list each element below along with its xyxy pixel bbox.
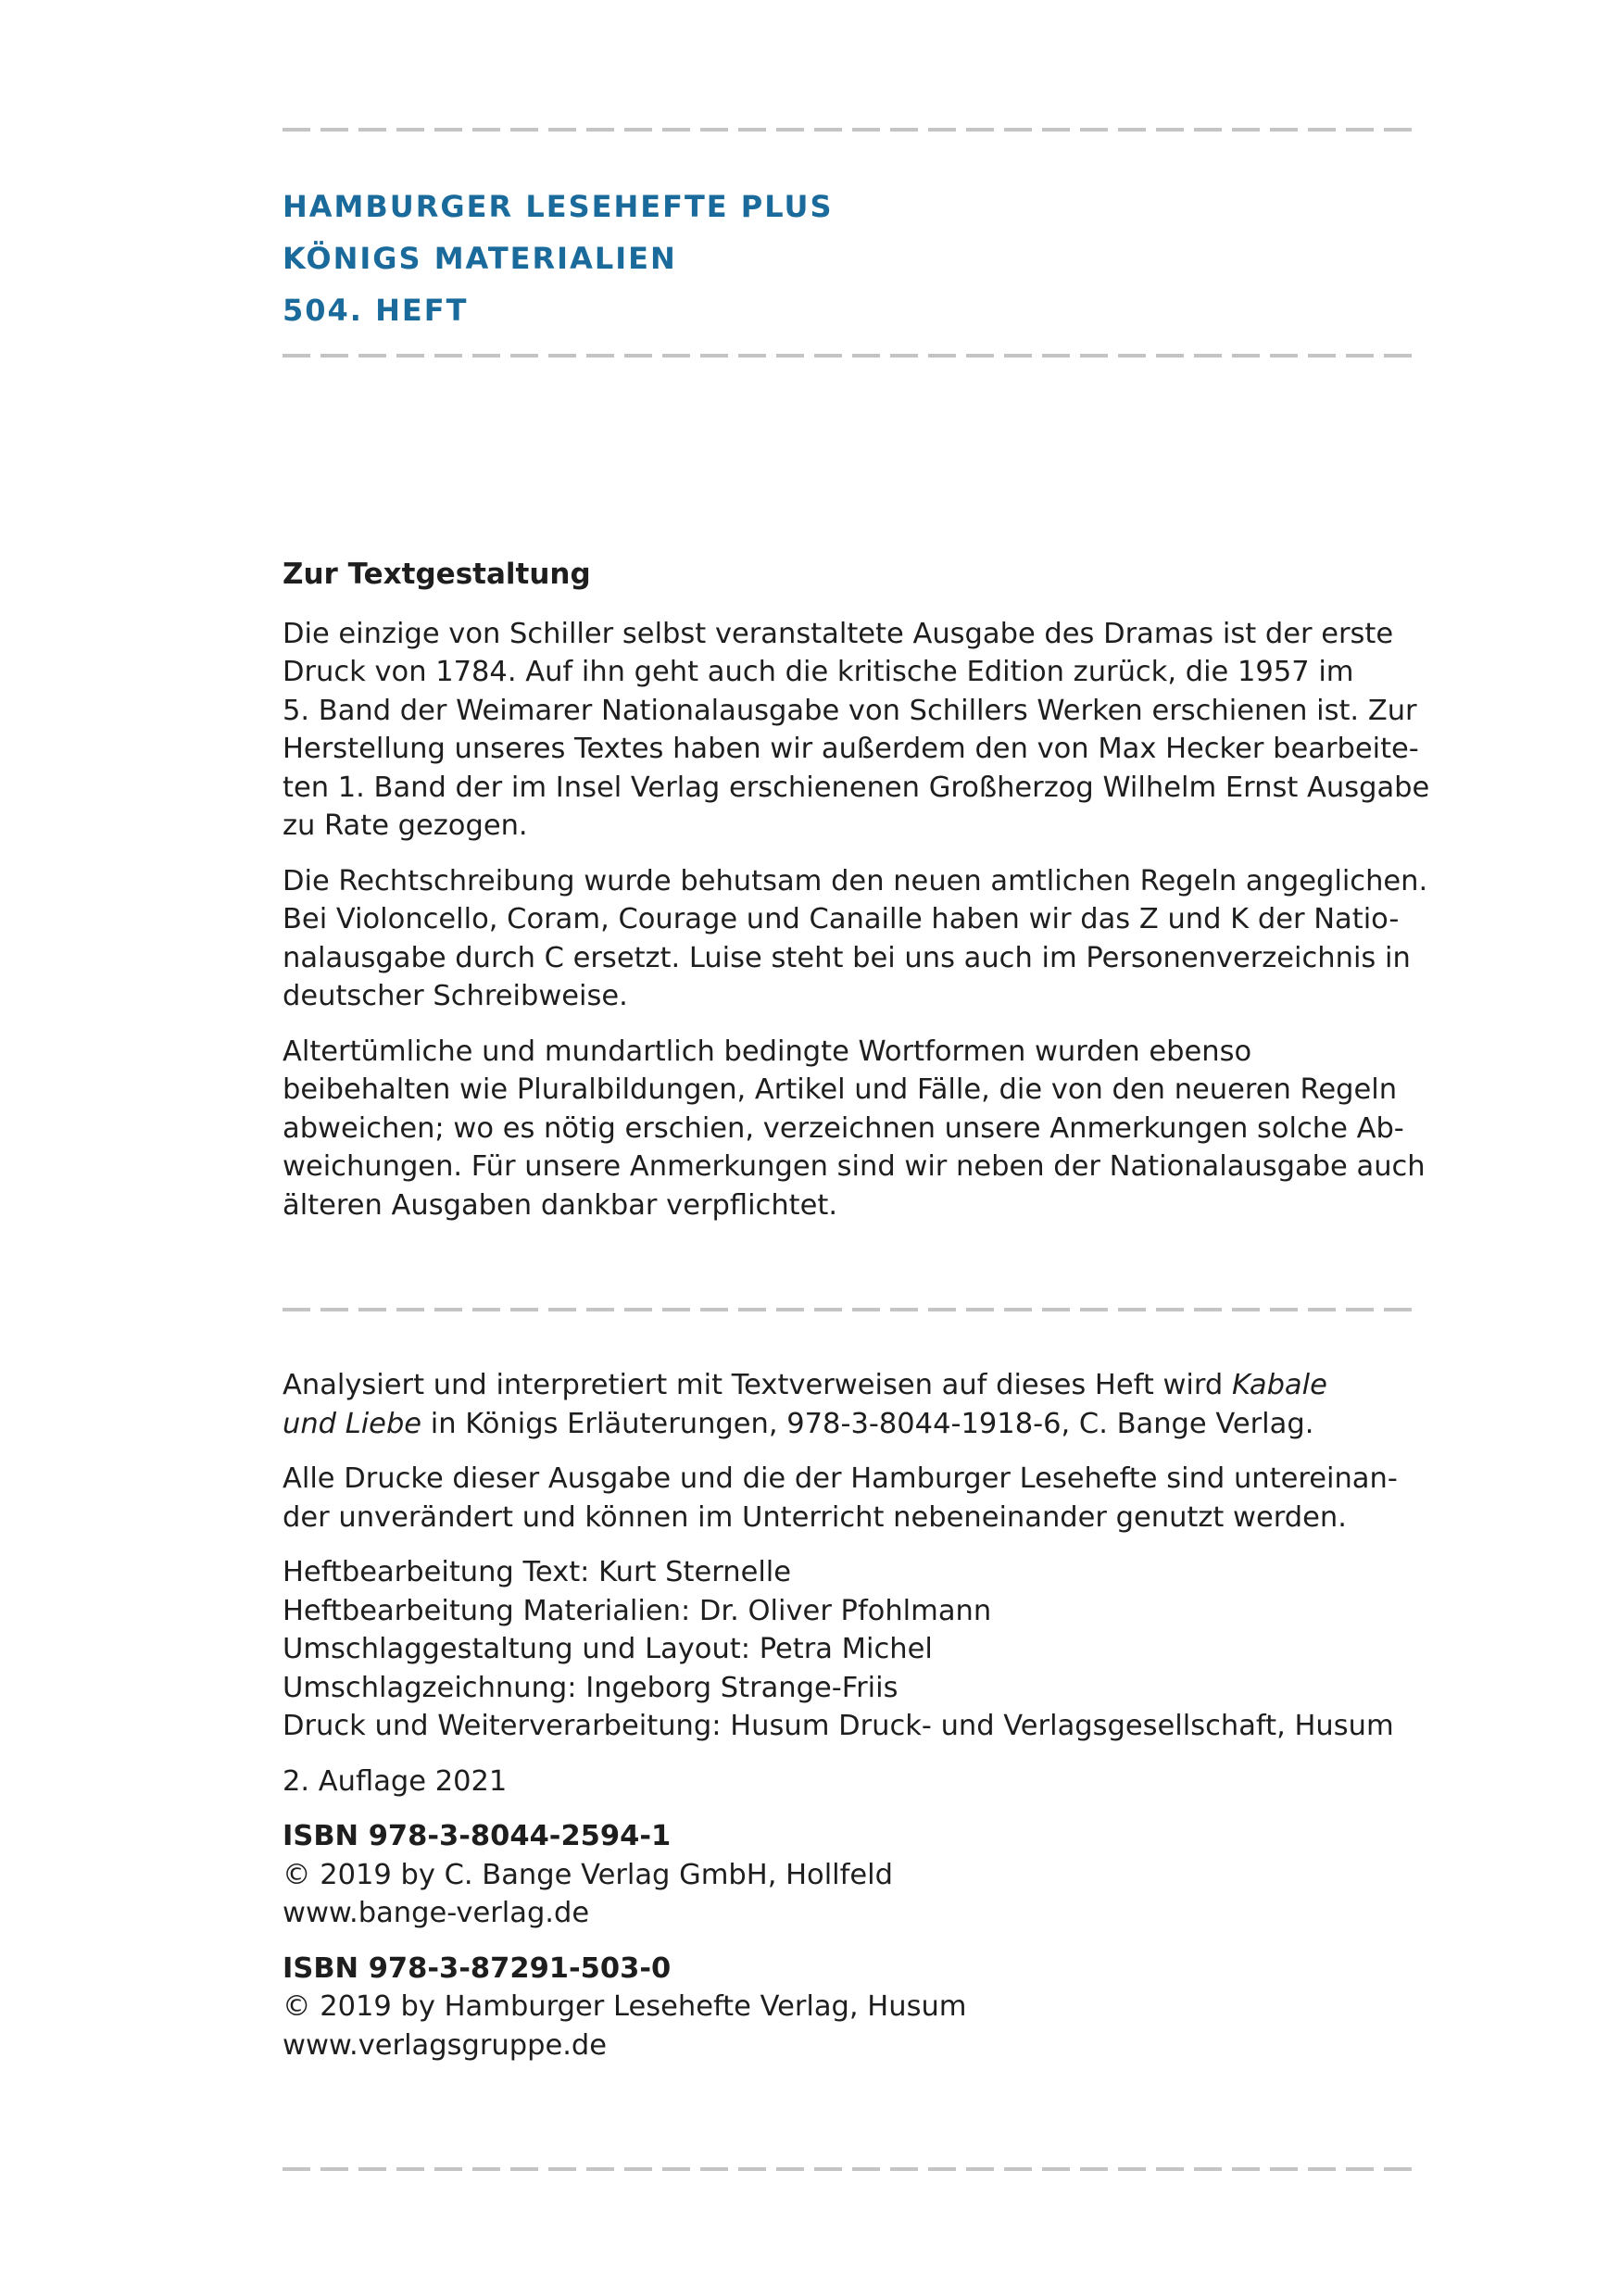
series-subtitle: KÖNIGS MATERIALIEN bbox=[283, 241, 677, 276]
series-title: HAMBURGER LESEHEFTE PLUS bbox=[283, 189, 834, 224]
divider-3 bbox=[283, 1308, 1417, 1311]
copyright-lesehefte: © 2019 by Hamburger Lesehefte Verlag, Husum bbox=[283, 1990, 967, 2023]
text-line bbox=[283, 1405, 1417, 1444]
credit-line: Heftbearbeitung Materialien: Dr. Oliver Pfohlmann bbox=[283, 1594, 992, 1627]
text-line: abweichen; wo es nötig erschien, verzeichnen unsere Anmerkungen solche Ab- bbox=[283, 1111, 1404, 1145]
text-line: ten 1. Band der im Insel Verlag erschienenen Großherzog Wilhelm Ernst Ausgabe bbox=[283, 771, 1430, 804]
series-header bbox=[283, 181, 834, 336]
publisher-lesehefte bbox=[283, 1950, 1417, 2065]
edition: 2. Auflage 2021 bbox=[283, 1764, 508, 1798]
text-line: Herstellung unseres Textes haben wir außerdem den von Max Hecker bearbeite- bbox=[283, 733, 1419, 765]
credits bbox=[283, 1553, 1417, 1746]
title-italic: und Liebe bbox=[283, 1407, 422, 1440]
copyright-bange: © 2019 by C. Bange Verlag GmbH, Hollfeld bbox=[283, 1858, 893, 1891]
divider-bottom bbox=[283, 2167, 1417, 2171]
paragraph-1 bbox=[283, 615, 1430, 846]
paragraph-2 bbox=[283, 862, 1428, 1016]
credit-line: Umschlagzeichnung: Ingeborg Strange-Friis bbox=[283, 1671, 898, 1704]
text-line: Bei Violoncello, Coram, Courage und Canaille haben wir das Z und K der Natio- bbox=[283, 903, 1400, 935]
text-line: der unverändert und können im Unterricht nebeneinander genutzt werden. bbox=[283, 1500, 1347, 1534]
text-line: deutscher Schreibweise. bbox=[283, 980, 628, 1012]
text-line: weichungen. Für unsere Anmerkungen sind wir neben der Nationalausgabe auch bbox=[283, 1150, 1426, 1183]
text-line: nalausgabe durch C ersetzt. Luise steht bei uns auch im Personenverzeichnis in bbox=[283, 941, 1411, 974]
publisher-bange bbox=[283, 1817, 1417, 1933]
text-line: Die Rechtschreibung wurde behutsam den neuen amtlichen Regeln angeglichen. bbox=[283, 864, 1428, 897]
url-lesehefte: www.verlagsgruppe.de bbox=[283, 2028, 608, 2062]
text-line: Altertümliche und mundartlich bedingte Wortformen wurden ebenso bbox=[283, 1035, 1252, 1068]
title-italic: Kabale bbox=[1231, 1369, 1327, 1401]
text-span: in Königs Erläuterungen, 978-3-8044-1918-6, C. Bange Verlag. bbox=[421, 1407, 1314, 1440]
prints-note bbox=[283, 1460, 1417, 1537]
text-line: 5. Band der Weimarer Nationalausgabe von Schillers Werken erschienen ist. Zur bbox=[283, 694, 1417, 727]
issue-number: 504. HEFT bbox=[283, 293, 469, 328]
text-line: älteren Ausgaben dankbar verpflichtet. bbox=[283, 1188, 838, 1222]
url-bange: www.bange-verlag.de bbox=[283, 1897, 590, 1929]
divider-top bbox=[283, 128, 1417, 132]
text-line: Alle Drucke dieser Ausgabe und die der Hamburger Lesehefte sind untereinan- bbox=[283, 1462, 1398, 1495]
credit-line: Umschlaggestaltung und Layout: Petra Michel bbox=[283, 1633, 933, 1665]
text-span: Analysiert und interpretiert mit Textverweisen auf dieses Heft wird bbox=[283, 1369, 1232, 1401]
credit-line: Heftbearbeitung Text: Kurt Sternelle bbox=[283, 1556, 792, 1588]
isbn-lesehefte: ISBN 978-3-87291-503-0 bbox=[283, 1951, 672, 1985]
text-line: zu Rate gezogen. bbox=[283, 809, 528, 842]
text-line bbox=[283, 1366, 1417, 1405]
imprint-section bbox=[283, 1366, 1417, 2064]
section-heading: Zur Textgestaltung bbox=[283, 558, 591, 591]
text-line: Die einzige von Schiller selbst veranstaltete Ausgabe des Dramas ist der erste bbox=[283, 617, 1394, 650]
isbn-bange: ISBN 978-3-8044-2594-1 bbox=[283, 1820, 672, 1852]
analysis-note bbox=[283, 1366, 1417, 1443]
divider-2 bbox=[283, 354, 1417, 358]
textgestaltung-section bbox=[283, 556, 1430, 1224]
paragraph-3 bbox=[283, 1033, 1426, 1225]
text-line: beibehalten wie Pluralbildungen, Artikel und Fälle, die von den neueren Regeln bbox=[283, 1073, 1398, 1106]
credit-line: Druck und Weiterverarbeitung: Husum Druck- und Verlagsgesellschaft, Husum bbox=[283, 1710, 1394, 1742]
text-line: Druck von 1784. Auf ihn geht auch die kritische Edition zurück, die 1957 im bbox=[283, 656, 1354, 688]
